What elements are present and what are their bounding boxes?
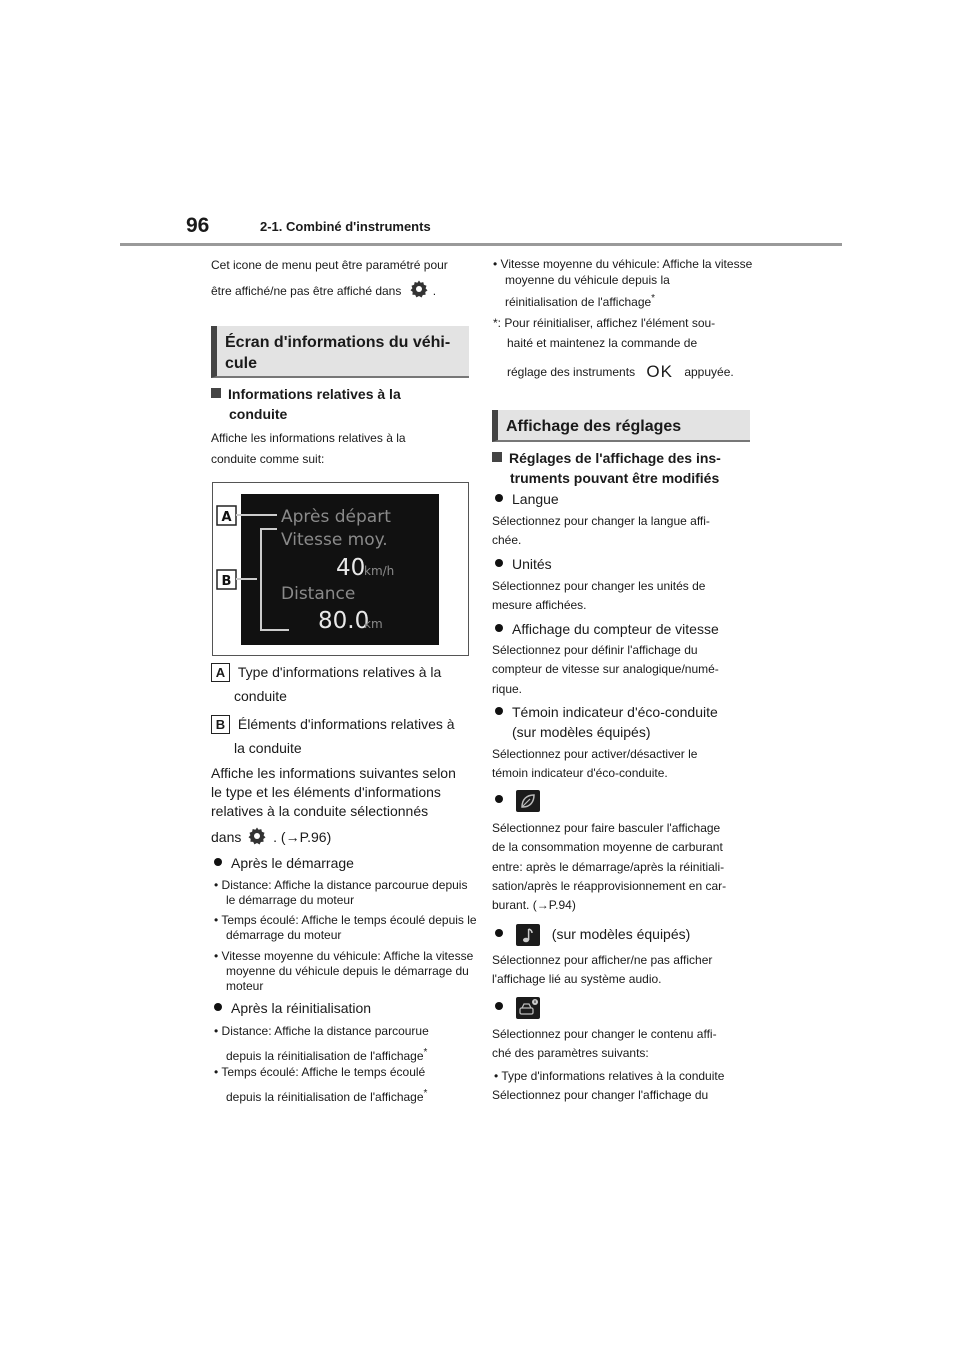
list-item: • Distance: Affiche la distance parcourue depuis le démarrage du moteur: [214, 878, 468, 907]
section-settings-display: [492, 410, 750, 442]
setting-audio: [492, 924, 690, 946]
setting-desc: entre: après le démarrage/après la réinitiali-: [492, 860, 725, 874]
footnote-text: réglage des instruments: [507, 365, 636, 379]
list-item: • Temps écoulé: Affiche le temps écoulé depuis le démarrage du moteur: [214, 913, 477, 942]
legend-a-label: A: [211, 663, 230, 682]
setting-desc: Sélectionnez pour afficher/ne pas afficher: [492, 953, 713, 967]
subheading-line-1: Informations relatives à la: [228, 386, 401, 402]
list-item-line: depuis la réinitialisation de l'affichage: [226, 1049, 424, 1063]
music-note-icon: [516, 924, 540, 946]
setting-title: (sur modèles équipés): [551, 926, 691, 942]
subheading-settings: [492, 448, 721, 488]
intro-line-2: être affiché/ne pas être affiché dans .: [211, 279, 436, 305]
speed-value: 40: [336, 555, 366, 581]
chapter-title: 2-1. Combiné d'instruments: [260, 219, 431, 234]
gear-icon: [409, 279, 429, 305]
square-bullet-icon: [492, 452, 502, 462]
list-item: [214, 1062, 427, 1108]
bullet-dot: [495, 494, 503, 502]
setting-desc: burant. (→P.94): [492, 898, 576, 912]
list-item-line: depuis la réinitialisation de l'affichage: [226, 1090, 424, 1104]
legend-a-text-1: Type d'informations relatives à la: [237, 664, 442, 680]
legend-b-text-2: la conduite: [234, 740, 302, 756]
legend-b-label: B: [211, 715, 230, 734]
footnote-mark: *: [423, 1088, 428, 1099]
setting-title: Témoin indicateur d'éco-conduite: [512, 704, 718, 720]
footnote-text-end: appuyée.: [684, 365, 734, 379]
para-line-2: le type et les éléments d'informations: [211, 784, 441, 800]
screen-line-1: Après départ: [281, 507, 391, 527]
para-line-4: [211, 826, 331, 851]
list-item-line: • Temps écoulé: Affiche le temps écoulé: [214, 1065, 426, 1079]
setting-eco-indicator: [492, 702, 718, 722]
distance-unit: km: [364, 617, 383, 631]
section-title: Affichage des réglages: [506, 418, 682, 435]
setting-desc: compteur de vitesse sur analogique/numé-: [492, 662, 719, 676]
display-illustration: [213, 483, 468, 655]
bullet-dot: [214, 858, 222, 866]
setting-units: [492, 554, 552, 574]
footnote-line-1: *: Pour réinitialiser, affichez l'élément sou-: [493, 316, 716, 330]
setting-title: Affichage du compteur de vitesse: [512, 621, 719, 637]
setting-desc: ché des paramètres suivants:: [492, 1046, 649, 1060]
subheading-driving-info: [211, 384, 401, 424]
list-item: • Vitesse moyenne du véhicule: Affiche la vitesse moyenne du véhicule depuis le démarrage du moteur: [214, 949, 474, 993]
bullet-dot: [214, 1003, 222, 1011]
subheading-text-1: Affiche les informations relatives à la: [211, 431, 406, 445]
legend-b-text-1: Éléments d'informations relatives à: [237, 716, 455, 732]
setting-desc: sation/après le réapprovisionnement en car-: [492, 879, 727, 893]
header-rule: [120, 243, 842, 246]
bullet-dot: [495, 707, 503, 715]
bullet-dot: [495, 1002, 503, 1010]
screen-line-2: Vitesse moy.: [281, 530, 388, 550]
screen-line-3: Distance: [281, 584, 356, 604]
page-reference-link[interactable]: . (→P.96): [273, 829, 332, 846]
intro-line-1: Cet icone de menu peut être paramétré pour: [211, 258, 448, 272]
bullet-dot: [495, 559, 503, 567]
bullet-title: Après la réinitialisation: [231, 1000, 372, 1016]
legend-a: [211, 662, 441, 682]
setting-title: Langue: [512, 491, 559, 507]
subheading-line-1: Réglages de l'affichage des ins-: [509, 450, 721, 466]
bullet-after-start: [211, 853, 354, 873]
distance-value: 80.0: [318, 608, 370, 634]
setting-desc: témoin indicateur d'éco-conduite.: [492, 766, 668, 780]
setting-desc: Sélectionnez pour changer l'affichage du: [492, 1088, 709, 1102]
setting-desc: Sélectionnez pour définir l'affichage du: [492, 643, 698, 657]
intro-text: être affiché/ne pas être affiché dans: [211, 284, 402, 299]
footnote-line-2: haité et maintenez la commande de: [507, 336, 698, 350]
para-line-1: Affiche les informations suivantes selon: [211, 765, 456, 781]
setting-desc: Sélectionnez pour changer le contenu affi-: [492, 1027, 717, 1041]
setting-desc: Sélectionnez pour activer/désactiver le: [492, 747, 698, 761]
bullet-dot: [495, 929, 503, 937]
setting-desc: Sélectionnez pour changer la langue affi-: [492, 514, 710, 528]
setting-desc: l'affichage lié au système audio.: [492, 972, 662, 986]
footnote-line-3: [507, 362, 734, 382]
list-item-line: réinitialisation de l'affichage: [505, 295, 652, 309]
list-item: • Type d'informations relatives à la conduite: [494, 1069, 725, 1083]
list-item: • Vitesse moyenne du véhicule: Affiche la vitesse moyenne du véhicule depuis la: [493, 257, 753, 287]
footnote-mark: *: [651, 293, 656, 304]
bullet-title: Après le démarrage: [231, 855, 354, 871]
setting-title-line-2: (sur modèles équipés): [512, 724, 651, 740]
subheading-line-2: conduite: [229, 406, 288, 422]
ok-button-icon: OK: [646, 362, 673, 381]
legend-a-text-2: conduite: [234, 688, 287, 704]
para-line-4-start: dans: [211, 829, 242, 846]
list-item-end: [505, 290, 655, 311]
list-item: [214, 1021, 429, 1067]
section-title-line-2: cule: [225, 355, 258, 372]
bullet-dot: [495, 624, 503, 632]
setting-language: [492, 489, 559, 509]
subheading-line-2: truments pouvant être modifiés: [510, 470, 720, 486]
section-vehicle-info: [211, 326, 469, 378]
leaf-icon: [516, 790, 540, 812]
footnote-mark: *: [423, 1047, 428, 1058]
setting-desc: rique.: [492, 682, 523, 696]
setting-desc: chée.: [492, 533, 522, 547]
list-item-line: • Distance: Affiche la distance parcourue: [214, 1024, 429, 1038]
setting-desc: Sélectionnez pour changer les unités de: [492, 579, 706, 593]
gear-icon: [247, 826, 267, 851]
section-title-line-1: Écran d'informations du véhi-: [225, 334, 451, 351]
callout-a-label: A: [221, 510, 232, 525]
speed-unit: km/h: [364, 564, 395, 578]
legend-b: [211, 714, 455, 734]
vehicle-info-icon: [516, 997, 540, 1019]
setting-desc: Sélectionnez pour faire basculer l'affichage: [492, 821, 721, 835]
setting-fuel-economy: [492, 790, 540, 812]
bullet-after-reset: [211, 998, 371, 1018]
square-bullet-icon: [211, 388, 221, 398]
callout-b-label: B: [221, 574, 232, 589]
subheading-text-2: conduite comme suit:: [211, 452, 325, 466]
setting-desc: de la consommation moyenne de carburant: [492, 840, 723, 854]
setting-speedometer: [492, 619, 719, 639]
figure-frame: [212, 482, 469, 656]
setting-vehicle-content: [492, 997, 540, 1019]
page-number: 96: [186, 214, 210, 237]
bullet-dot: [495, 795, 503, 803]
setting-desc: mesure affichées.: [492, 598, 587, 612]
setting-title: Unités: [512, 556, 552, 572]
para-line-3: relatives à la conduite sélectionnés: [211, 803, 429, 819]
